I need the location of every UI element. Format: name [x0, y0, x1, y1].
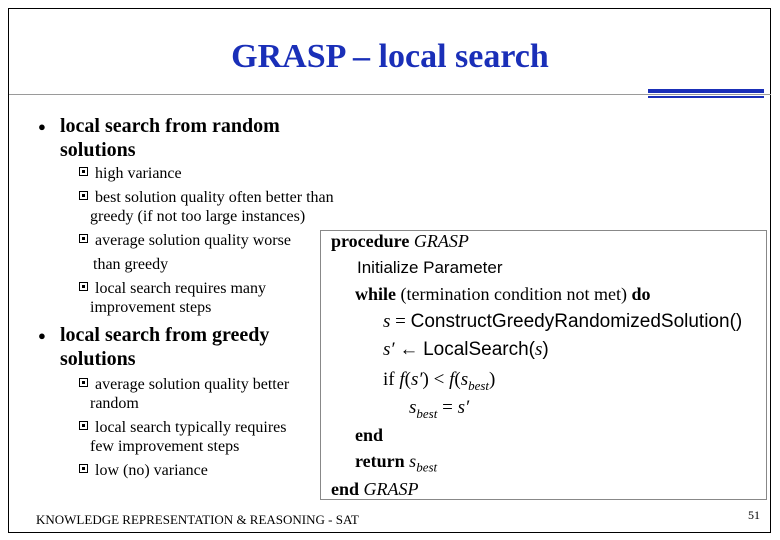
algo-localsearch-line: s′ ← LocalSearch(s) [383, 339, 549, 360]
algo-assign-best-line: $s_{best} = s'$ [409, 397, 470, 421]
square-bullet-icon [79, 167, 88, 176]
bullet-greedy [38, 324, 270, 346]
title-divider [9, 94, 771, 95]
algo-while-line: while (termination condition not met) do [355, 284, 651, 304]
sub-item-cont: improvement steps [90, 299, 212, 316]
sub-item: best solution quality often better than [95, 188, 334, 208]
page-number: 51 [748, 508, 760, 522]
slide-title: GRASP – local search [231, 38, 549, 75]
algo-if-line: if $f(s') < f(s_{best})$ [383, 369, 496, 393]
bullet-line: solutions [60, 348, 136, 370]
algo-return-line: return $s_{best}$ [355, 451, 438, 475]
algo-end-procedure-line: end GRASP [331, 479, 419, 499]
square-bullet-icon [79, 282, 88, 291]
slide-footer: KNOWLEDGE REPRESENTATION & REASONING - SAT [36, 512, 359, 527]
sub-item: average solution quality better [95, 375, 289, 395]
bullet-dot-icon: ● [38, 119, 46, 134]
bullet-greedy-cont [60, 348, 136, 370]
square-bullet-icon [79, 234, 88, 243]
square-bullet-icon [79, 191, 88, 200]
algo-init-line: Initialize Parameter [357, 258, 503, 277]
square-bullet-icon [79, 464, 88, 473]
title-accent-rule [648, 89, 764, 93]
grasp-pseudocode-box [320, 230, 767, 500]
sub-item: average solution quality worse [95, 231, 291, 251]
sub-item: local search requires many [95, 279, 266, 299]
title-accent-rule-thin [648, 96, 764, 98]
bullet-line: solutions [60, 139, 136, 161]
square-bullet-icon [79, 421, 88, 430]
algo-end-line: end [355, 425, 384, 445]
sub-item-cont: greedy (if not too large instances) [90, 208, 306, 225]
algo-procedure-line: procedure GRASP [331, 231, 469, 251]
sub-item-cont: few improvement steps [90, 438, 240, 455]
bullet-random [38, 115, 280, 137]
sub-item: low (no) variance [95, 461, 208, 481]
bullet-dot-icon: ● [38, 328, 46, 343]
square-bullet-icon [79, 378, 88, 387]
sub-item-cont: than greedy [93, 256, 169, 273]
sub-item-cont: random [90, 395, 139, 412]
bullet-random-cont [60, 139, 136, 161]
algo-construct-line: s = ConstructGreedyRandomizedSolution() [383, 311, 743, 332]
sub-item: high variance [95, 164, 182, 184]
sub-item: local search typically requires [95, 418, 286, 438]
bullet-line: local search from random [60, 115, 280, 137]
bullet-line: local search from greedy [60, 324, 270, 346]
